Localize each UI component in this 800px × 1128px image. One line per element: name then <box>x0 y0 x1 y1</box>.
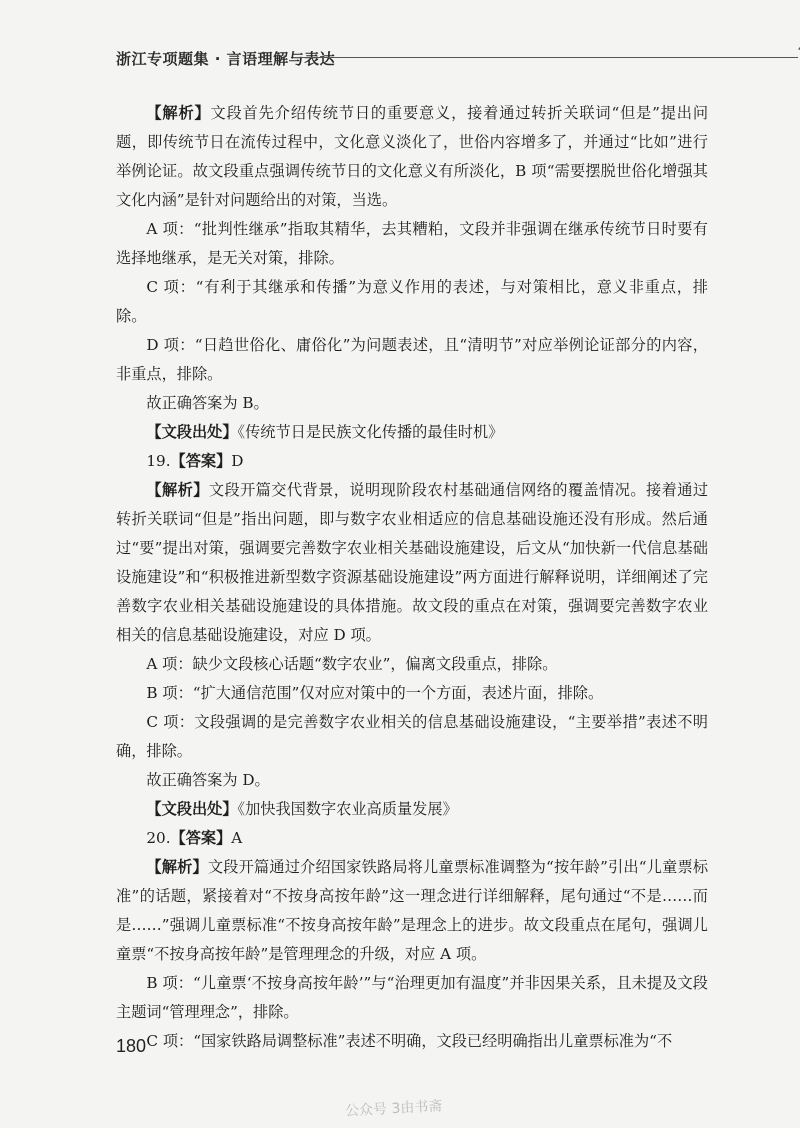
analysis-tag: 【解析】 <box>146 104 211 122</box>
watermark: 公众号 3由书斋 <box>344 1098 443 1120</box>
paragraph <box>116 273 708 331</box>
header-rule <box>298 57 798 58</box>
question-number: 19. <box>146 452 171 470</box>
analysis-tag: 【解析】 <box>146 481 209 499</box>
paragraph <box>116 708 708 766</box>
paragraph-text: 文段开篇交代背景，说明现阶段农村基础通信网络的覆盖情况。接着通过转折关联词“但是”指出问题，即与数字农业相适应的信息基础设施还没有形成。然后通过“要”提出对策，强调要完善数字农业相关基础设施建设，后文从“加快新一代信息基础设施建设”和“积极推进新型数字资源基础设施建设”两方面进行解释说明，详细阐述了完善数字农业相关基础设施建设的具体措施。故文段的重点在对策，强调要完善数字农业相关的信息基础设施建设，对应 D 项。 <box>116 481 709 644</box>
answer-value: A <box>231 829 243 847</box>
paragraph <box>116 476 708 650</box>
paragraph-text: C 项：文段强调的是完善数字农业相关的信息基础设施建设，“主要举措”表述不明确，排除。 <box>116 713 708 760</box>
analysis-tag: 【解析】 <box>146 858 208 876</box>
paragraph-text: 文段首先介绍传统节日的重要意义，接着通过转折关联词“但是”提出问题，即传统节日在流传过程中，文化意义淡化了，世俗内容增多了，并通过“比如”进行举例论证。故文段重点强调传统节日的文化意义有所淡化，B 项“需要摆脱世俗化增强其文化内涵”是针对问题给出的对策，当选。 <box>116 104 709 209</box>
paragraph <box>116 766 708 795</box>
paragraph <box>116 650 708 679</box>
paragraph-text: 《加快我国数字农业高质量发展》 <box>237 800 458 818</box>
running-header <box>116 44 716 74</box>
paragraph-text: 文段开篇通过介绍国家铁路局将儿童票标准调整为“按年龄”引出“儿童票标准”的话题，紧接着对“不按身高按年龄”这一理念进行详细解释，尾句通过“不是……而是……”强调儿童票标准“不按身高按年龄”是理念上的进步。故文段重点在尾句，强调儿童票“不按身高按年龄”是管理理念的升级，对应 A 项。 <box>116 858 709 963</box>
answer-line <box>116 824 708 853</box>
paragraph-text: B 项：“儿童票‘不按身高按年龄’”与“治理更加有温度”并非因果关系，且未提及文段主题词“管理理念”，排除。 <box>116 974 708 1021</box>
paragraph <box>116 679 708 708</box>
paragraph-text: A 项：缺少文段核心话题“数字农业”，偏离文段重点，排除。 <box>146 655 558 673</box>
paragraph-text: C 项：“国家铁路局调整标准”表述不明确，文段已经明确指出儿童票标准为“不 <box>146 1032 673 1050</box>
paragraph-text: C 项：“有利于其继承和传播”为意义作用的表述，与对策相比，意义非重点，排除。 <box>116 278 708 325</box>
paragraph <box>116 969 708 1027</box>
paragraph-text: B 项：“扩大通信范围”仅对应对策中的一个方面，表述片面，排除。 <box>146 684 604 702</box>
paragraph <box>116 418 708 447</box>
paragraph-text: D 项：“日趋世俗化、庸俗化”为问题表述，且“清明节”对应举例论证部分的内容，非重点，排除。 <box>116 336 708 383</box>
answer-value: D <box>231 452 244 470</box>
paragraph-text: 故正确答案为 D。 <box>146 771 270 789</box>
paragraph <box>116 215 708 273</box>
paragraph <box>116 331 708 389</box>
page-number: 180 <box>116 1036 147 1056</box>
paragraph-text: 《传统节日是民族文化传播的最佳时机》 <box>237 423 504 441</box>
paragraph-text: 故正确答案为 B。 <box>146 394 269 412</box>
source-tag: 【文段出处】 <box>146 423 238 441</box>
answer-explanations <box>116 99 708 1056</box>
paragraph <box>116 853 708 969</box>
source-tag: 【文段出处】 <box>146 800 238 818</box>
sprout-icon <box>796 40 800 66</box>
paragraph <box>116 389 708 418</box>
paragraph <box>116 99 708 215</box>
answer-tag: 【答案】 <box>170 452 232 470</box>
answer-line <box>116 447 708 476</box>
header-title: 浙江专项题集 · 言语理解与表达 <box>116 50 336 68</box>
question-number: 20. <box>146 829 171 847</box>
paragraph <box>116 1027 708 1056</box>
paragraph <box>116 795 708 824</box>
answer-tag: 【答案】 <box>170 829 232 847</box>
paragraph-text: A 项：“批判性继承”指取其精华，去其糟粕，文段并非强调在继承传统节日时要有选择地继承，是无关对策，排除。 <box>116 220 708 267</box>
